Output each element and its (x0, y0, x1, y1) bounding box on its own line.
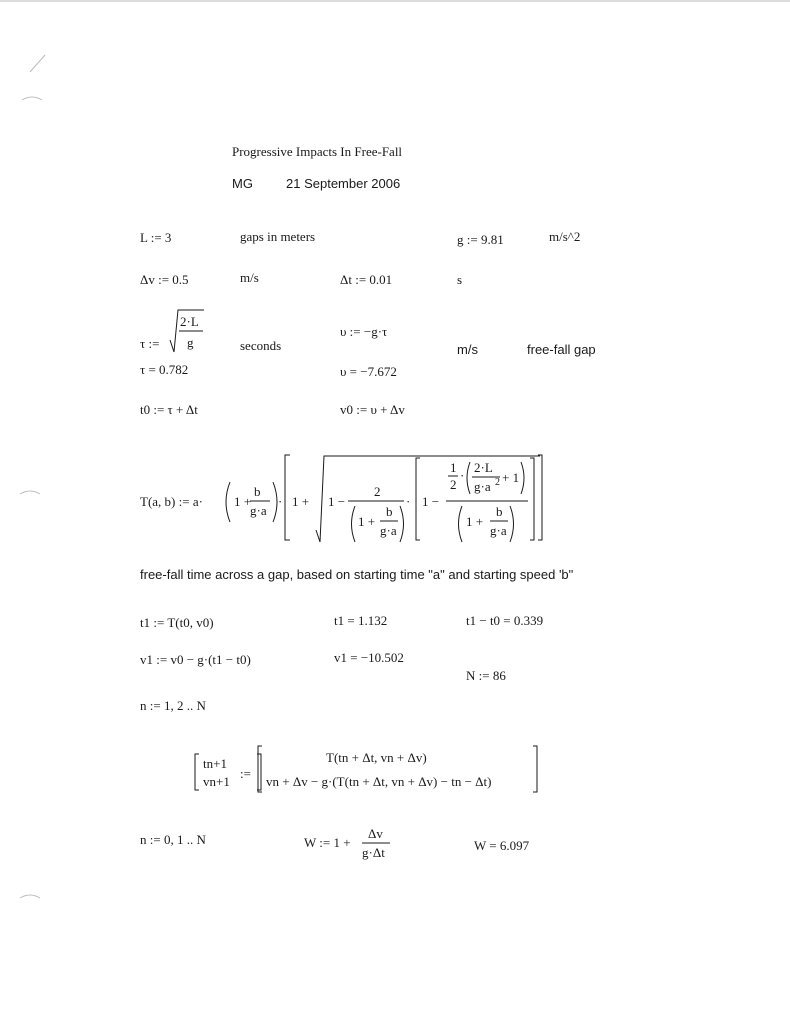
paren-close-3 (521, 462, 524, 494)
bracket-open-big (285, 455, 290, 540)
W-value: W = 6.097 (474, 838, 530, 853)
T-exp2: 2 (495, 477, 500, 488)
W-denominator: g·Δt (362, 845, 385, 860)
doc-title: Progressive Impacts In Free-Fall (232, 144, 403, 159)
T-lhs: T(a, b) := a· (140, 494, 203, 509)
scan-mark (20, 895, 40, 898)
bracket-open-inner (416, 458, 420, 540)
T-one-plus-4: 1 + (466, 514, 484, 529)
paren-open-2 (352, 506, 356, 542)
upsilon-note: free-fall gap (527, 342, 596, 357)
g-definition: g := 9.81 (457, 232, 504, 247)
T-half-num: 1 (450, 460, 457, 475)
upsilon-definition: υ := −g·τ (340, 324, 388, 339)
W-numerator: Δv (368, 826, 383, 841)
T-one-plus: 1 + (234, 494, 252, 509)
T-dot-2: · (406, 494, 411, 509)
g-unit: m/s^2 (549, 229, 581, 244)
lhs-t-next: tn+1 (203, 756, 227, 771)
tau-numerator: 2·L (180, 314, 199, 329)
T-ga2: g·a (474, 479, 491, 494)
T-2L: 2·L (474, 460, 493, 475)
scan-mark (22, 97, 42, 100)
dt-unit: s (457, 272, 463, 287)
range-1: n := 1, 2 .. N (140, 698, 206, 713)
v1-definition: v1 := v0 − g·(t1 − t0) (140, 652, 251, 667)
v0-definition: v0 := υ + Δv (340, 402, 405, 417)
T-dot: · (278, 494, 283, 509)
v1-value: v1 = −10.502 (334, 650, 404, 665)
paren-close-1 (273, 482, 277, 522)
tau-denominator: g (187, 335, 194, 350)
paren-close-2 (400, 506, 404, 542)
rhs-bracket-close (533, 746, 537, 792)
T-b-2: b (386, 504, 393, 519)
t0-definition: t0 := τ + Δt (140, 402, 198, 417)
T-ga-2: g·a (380, 523, 397, 538)
T-caption: free-fall time across a gap, based on starting time "a" and starting speed 'b" (140, 567, 574, 582)
T-two: 2 (374, 484, 381, 499)
paren-close-4 (510, 506, 514, 542)
T-one-plus-3: 1 + (358, 514, 376, 529)
upsilon-unit: m/s (457, 342, 478, 357)
tau-value: τ = 0.782 (140, 362, 189, 377)
T-plus1: + 1 (502, 470, 520, 485)
range-2: n := 0, 1 .. N (140, 832, 206, 847)
dv-definition: Δv := 0.5 (140, 272, 189, 287)
rhs-top: T(tn + Δt, vn + Δv) (326, 750, 427, 765)
t1-value: t1 = 1.132 (334, 613, 388, 628)
T-ga-3: g·a (490, 523, 507, 538)
W-lhs: W := 1 + (304, 835, 351, 850)
scan-mark (20, 491, 40, 494)
dv-unit: m/s (240, 270, 259, 285)
assign-op: := (240, 766, 251, 781)
paren-open-1 (226, 482, 230, 522)
dt-definition: Δt := 0.01 (340, 272, 393, 287)
bracket-close-big (538, 455, 542, 540)
T-dot-3: · (460, 468, 465, 483)
T-ga: g·a (250, 503, 267, 518)
T-one-minus-2: 1 − (422, 494, 440, 509)
bracket-close-inner (530, 458, 534, 540)
T-one-plus-2: 1 + (292, 494, 310, 509)
date: 21 September 2006 (286, 176, 401, 191)
T-b: b (254, 484, 261, 499)
T-half-den: 2 (450, 477, 457, 492)
scan-mark (30, 55, 45, 72)
tau-unit: seconds (240, 338, 282, 353)
t1-definition: t1 := T(t0, v0) (140, 615, 214, 630)
lhs-v-next: vn+1 (203, 774, 230, 789)
tau-lhs: τ := (140, 336, 160, 351)
paren-open-4 (459, 506, 463, 542)
T-b-3: b (496, 504, 503, 519)
L-note: gaps in meters (240, 229, 316, 244)
author: MG (232, 176, 253, 191)
lhs-bracket-open (195, 754, 199, 790)
rhs-bottom: vn + Δv − g·(T(tn + Δt, vn + Δv) − tn − Δt) (266, 774, 492, 789)
t-difference: t1 − t0 = 0.339 (466, 613, 544, 628)
upsilon-value: υ = −7.672 (340, 364, 397, 379)
N-definition: N := 86 (466, 668, 506, 683)
T-one-minus: 1 − (328, 494, 346, 509)
paren-open-3 (467, 462, 470, 494)
L-definition: L := 3 (140, 230, 172, 245)
